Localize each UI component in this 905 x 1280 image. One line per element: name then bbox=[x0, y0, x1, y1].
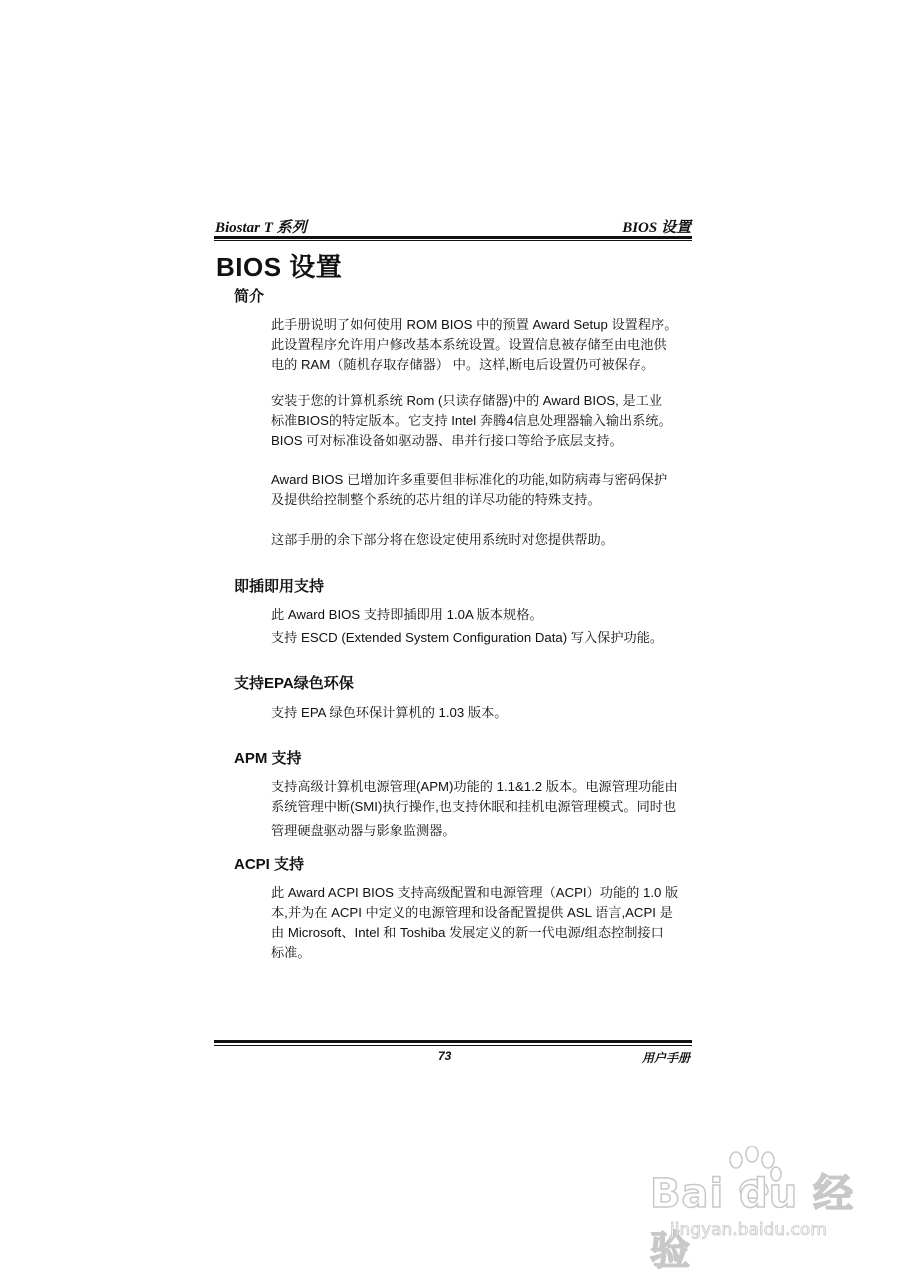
footer-rule-thick bbox=[214, 1040, 692, 1043]
text-line: BIOS 可对标准设备如驱动器、串并行接口等给予底层支持。 bbox=[271, 433, 623, 448]
text-line: 系统管理中断(SMI)执行操作,也支持休眠和挂机电源管理模式。同时也 bbox=[271, 799, 677, 814]
epa-paragraph-1 bbox=[271, 703, 691, 723]
text-line: 支持 EPA 绿色环保计算机的 1.03 版本。 bbox=[271, 705, 508, 720]
watermark-url: jingyan.baidu.com bbox=[670, 1220, 827, 1240]
footer-manual-label: 用户手册 bbox=[641, 1051, 690, 1065]
text-line: 支持 ESCD (Extended System Configuration Data) 写入保护功能。 bbox=[271, 630, 664, 645]
text-line: 管理硬盘驱动器与影象监测器。 bbox=[271, 823, 456, 838]
text-line: 这部手册的余下部分将在您设定使用系统时对您提供帮助。 bbox=[271, 532, 614, 547]
intro-paragraph-3 bbox=[271, 470, 691, 510]
intro-paragraph-1 bbox=[271, 315, 691, 375]
text-line: 由 Microsoft、Intel 和 Toshiba 发展定义的新一代电源/组态控制接口 bbox=[271, 925, 664, 940]
page-number: 73 bbox=[438, 1049, 452, 1063]
text-line: 标准。 bbox=[271, 945, 311, 960]
page-title: BIOS 设置 bbox=[216, 252, 343, 282]
text-line: 电的 RAM（随机存取存储器） 中。这样,断电后设置仍可被保存。 bbox=[271, 357, 655, 372]
pnp-paragraph-2 bbox=[271, 628, 691, 648]
section-heading-intro: 简介 bbox=[234, 288, 265, 305]
section-heading-acpi: ACPI 支持 bbox=[234, 856, 305, 873]
watermark-brand: Bai du 经验 bbox=[650, 1171, 855, 1274]
header-rule-thin bbox=[214, 240, 692, 241]
intro-paragraph-2 bbox=[271, 391, 691, 451]
text-line: 及提供给控制整个系统的芯片组的详尽功能的特殊支持。 bbox=[271, 492, 601, 507]
header-chapter-label: BIOS 设置 bbox=[622, 220, 691, 236]
text-line: 标准BIOS的特定版本。它支持 Intel 奔腾4信息处理器输入输出系统。 bbox=[271, 413, 672, 428]
section-heading-epa: 支持EPA绿色环保 bbox=[234, 675, 354, 692]
section-heading-apm: APM 支持 bbox=[234, 750, 302, 767]
apm-paragraph-1 bbox=[271, 777, 691, 841]
text-line: 此手册说明了如何使用 ROM BIOS 中的预置 Award Setup 设置程序。 bbox=[271, 317, 678, 332]
intro-paragraph-4 bbox=[271, 530, 691, 550]
text-line: 此设置程序允许用户修改基本系统设置。设置信息被存储至由电池供 bbox=[271, 337, 667, 352]
page-header bbox=[214, 214, 692, 240]
baidu-jingyan-watermark bbox=[640, 1140, 880, 1274]
text-line: 本,并为在 ACPI 中定义的电源管理和设备配置提供 ASL 语言,ACPI 是 bbox=[271, 905, 673, 920]
header-rule-thick bbox=[214, 236, 692, 239]
page-footer bbox=[214, 1040, 692, 1070]
header-series-label: Biostar T 系列 bbox=[215, 220, 307, 236]
text-line: 支持高级计算机电源管理(APM)功能的 1.1&1.2 版本。电源管理功能由 bbox=[271, 779, 678, 794]
text-line: Award BIOS 已增加许多重要但非标准化的功能,如防病毒与密码保护 bbox=[271, 472, 668, 487]
footer-rule-thin bbox=[214, 1045, 692, 1046]
section-heading-pnp: 即插即用支持 bbox=[234, 578, 325, 595]
acpi-paragraph-1 bbox=[271, 883, 691, 963]
pnp-paragraph-1 bbox=[271, 605, 691, 625]
text-line: 此 Award ACPI BIOS 支持高级配置和电源管理（ACPI）功能的 1.0 版 bbox=[271, 885, 679, 900]
text-line: 此 Award BIOS 支持即插即用 1.0A 版本规格。 bbox=[271, 607, 543, 622]
text-line: 安装于您的计算机系统 Rom (只读存储器)中的 Award BIOS, 是工业 bbox=[271, 393, 663, 408]
